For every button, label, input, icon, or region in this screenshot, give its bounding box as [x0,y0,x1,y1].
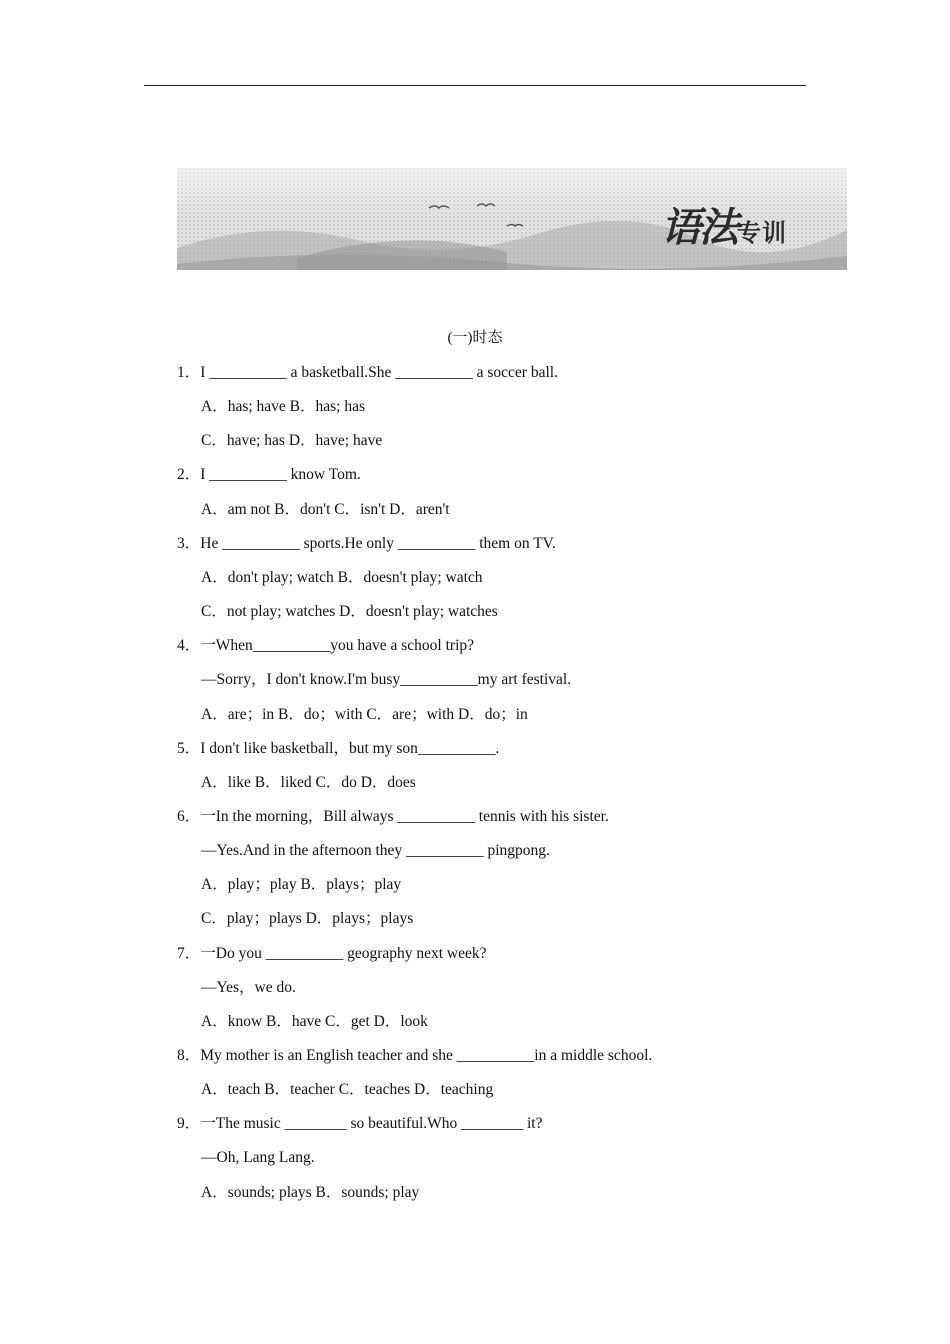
question-line: A．has; have B．has; has [201,398,366,415]
question-line: —Oh, Lang Lang. [201,1149,315,1166]
question-stem: 8．My mother is an English teacher and she __________in a middle school. [177,1047,653,1064]
question-line: —Yes.And in the afternoon they __________ pingpong. [201,842,550,859]
question-stem: 6．一In the morning，Bill always __________ tennis with his sister. [177,808,609,825]
question-stem: 7．一Do you __________ geography next week? [177,945,487,962]
question-line: A．don't play; watch B．doesn't play; watch [201,569,483,586]
question-line: C．play；plays D．plays；plays [201,910,414,927]
question-stem: 5．I don't like basketball，but my son__________. [177,740,500,757]
question-line: C．have; has D．have; have [201,432,383,449]
question-line: A．know B．have C．get D．look [201,1013,428,1030]
question-stem: 4．一When__________you have a school trip? [177,637,475,654]
question-stem: 3．He __________ sports.He only __________ them on TV. [177,535,556,552]
question-line: A．play；play B．plays；play [201,876,402,893]
section-title: (一)时态 [447,330,503,346]
question-stem: 2．I __________ know Tom. [177,466,361,483]
question-line: —Yes，we do. [201,979,296,996]
question-line: A．like B．liked C．do D．does [201,774,416,791]
banner-title-main: 语法 [661,205,737,251]
banner-title [661,205,787,251]
banner-title-sub: 专训 [737,219,787,247]
question-line: A．teach B．teacher C．teaches D．teaching [201,1081,494,1098]
question-stem: 9．一The music ________ so beautiful.Who ________ it? [177,1115,543,1132]
question-stem: 1．I __________ a basketball.She __________ a soccer ball. [177,364,558,381]
question-line: A．are；in B．do；with C．are；with D．do；in [201,706,528,723]
question-line: C．not play; watches D．doesn't play; watches [201,603,498,620]
header-rule [144,85,806,86]
question-line: —Sorry，I don't know.I'm busy__________my art festival. [201,671,572,688]
question-line: A．am not B．don't C．isn't D．aren't [201,501,450,518]
question-line: A．sounds; plays B．sounds; play [201,1184,420,1201]
section-banner [177,168,847,270]
